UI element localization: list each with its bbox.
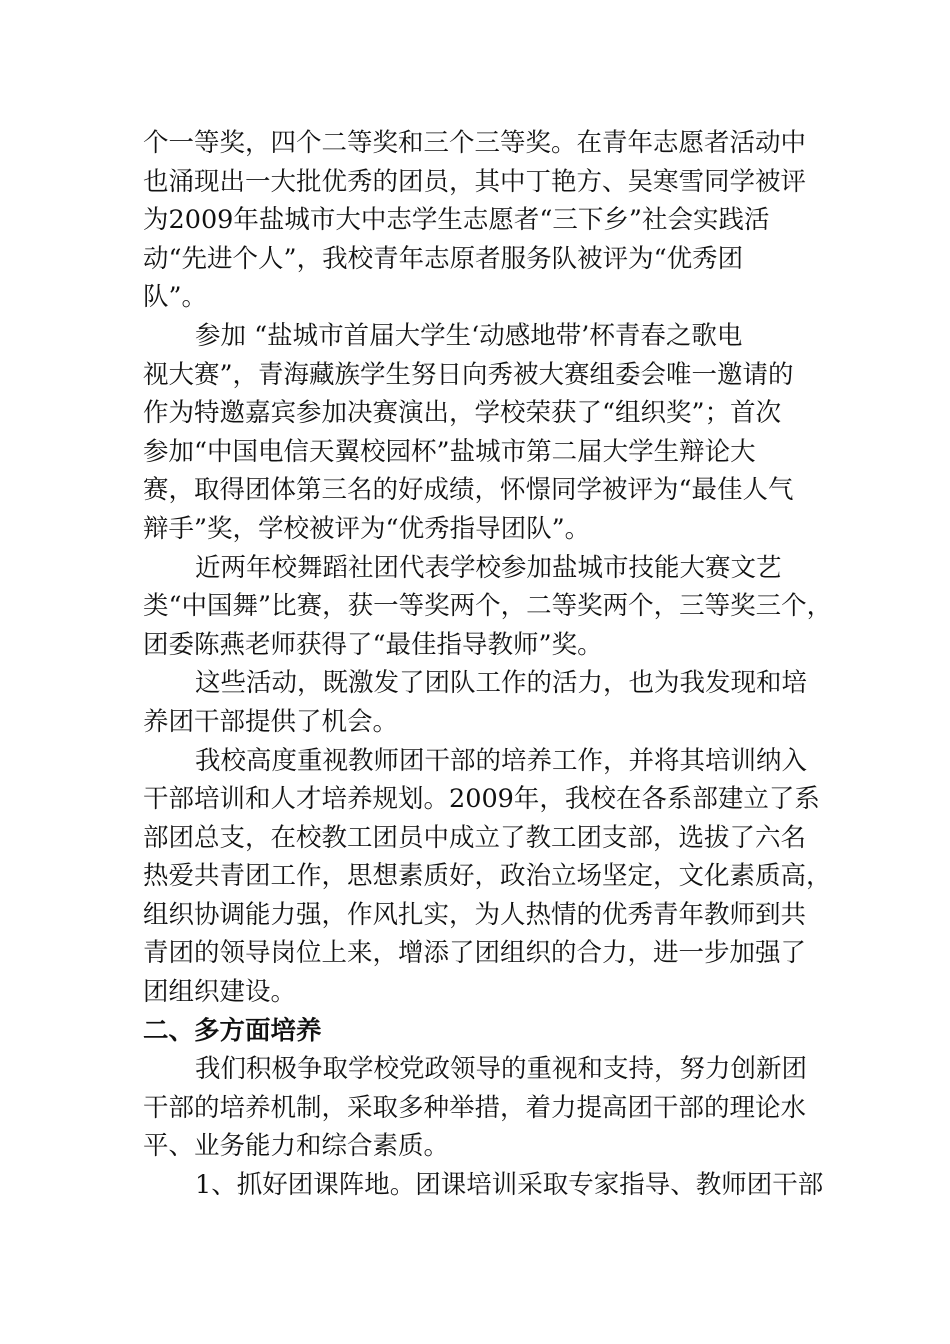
text-line: 为2009年盐城市大中志学生志愿者“三下乡”社会实践活 bbox=[143, 205, 770, 236]
text-line: 部团总支，在校教工团员中成立了教工团支部，选拔了六名 bbox=[143, 822, 807, 853]
text-line: 干部培训和人才培养规划。2009年，我校在各系部建立了系 bbox=[143, 784, 820, 815]
text-line: 参加“中国电信天翼校园杯”盐城市第二届大学生辩论大 bbox=[143, 436, 756, 467]
text-line: 我校高度重视教师团干部的培养工作，并将其培训纳入 bbox=[195, 745, 808, 776]
text-line: 我们积极争取学校党政领导的重视和支持，努力创新团 bbox=[195, 1054, 808, 1085]
text-line: 作为特邀嘉宾参加决赛演出，学校荣获了“组织奖”；首次 bbox=[143, 398, 782, 429]
text-line: 热爱共青团工作，思想素质好，政治立场坚定，文化素质高， bbox=[143, 861, 832, 892]
text-line: 近两年校舞蹈社团代表学校参加盐城市技能大赛文艺 bbox=[195, 552, 782, 583]
text-line: 团委陈燕老师获得了“最佳指导教师”奖。 bbox=[143, 629, 603, 660]
section-heading: 二、多方面培养 bbox=[143, 1015, 322, 1046]
text-line: 动“先进个人”，我校青年志原者服务队被评为“优秀团 bbox=[143, 243, 744, 274]
text-line: 组织协调能力强，作风扎实，为人热情的优秀青年教师到共 bbox=[143, 899, 807, 930]
text-line: 养团干部提供了机会。 bbox=[143, 706, 399, 737]
text-line: 辩手”奖，学校被评为“优秀指导团队”。 bbox=[143, 513, 591, 544]
text-line: 个一等奖，四个二等奖和三个三等奖。在青年志愿者活动中 bbox=[143, 128, 807, 158]
text-line: 干部的培养机制，采取多种举措，着力提高团干部的理论水 bbox=[143, 1092, 807, 1123]
document-body bbox=[143, 124, 833, 1205]
text-line: 平、业务能力和综合素质。 bbox=[143, 1131, 450, 1162]
text-line: 参加 “盐城市首届大学生‘动感地带’杯青春之歌电 bbox=[195, 320, 743, 351]
text-line: 视大赛”，青海藏族学生努日向秀被大赛组委会唯一邀请的 bbox=[143, 359, 794, 390]
text-line: 这些活动，既激发了团队工作的活力，也为我发现和培 bbox=[195, 668, 808, 699]
text-line: 1、抓好团课阵地。团课培训采取专家指导、教师团干部 bbox=[195, 1170, 824, 1201]
text-line: 也涌现出一大批优秀的团员，其中丁艳方、吴寒雪同学被评 bbox=[143, 166, 807, 197]
text-line: 团组织建设。 bbox=[143, 977, 297, 1008]
text-line: 青团的领导岗位上来，增添了团组织的合力，进一步加强了 bbox=[143, 938, 807, 969]
text-line: 队”。 bbox=[143, 282, 208, 313]
text-line: 赛，取得团体第三名的好成绩，怀憬同学被评为“最佳人气 bbox=[143, 475, 794, 506]
text-line: 类“中国舞”比赛，获一等奖两个，二等奖两个，三等奖三个， bbox=[143, 591, 833, 622]
